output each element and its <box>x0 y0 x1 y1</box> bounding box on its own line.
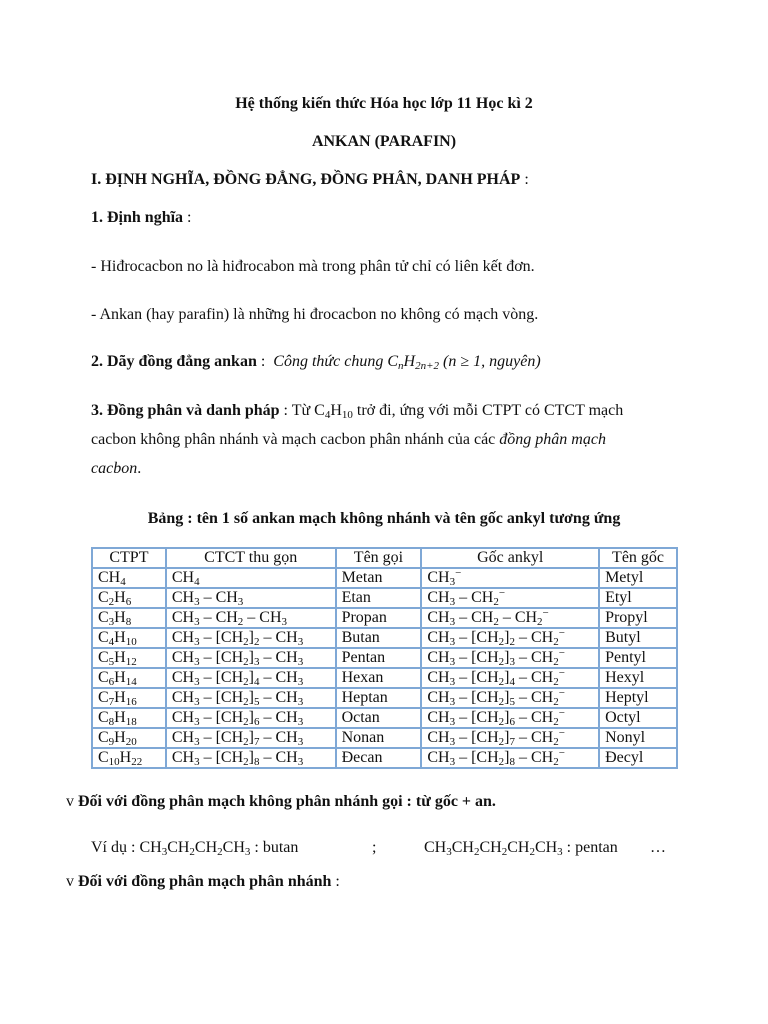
definition-line-1: - Hiđrocacbon no là hiđrocabon mà trong phân tử chỉ có liên kết đơn. <box>91 258 535 275</box>
cell-root-name: Heptyl <box>599 688 677 708</box>
cell-root-name: Butyl <box>599 628 677 648</box>
cell-ctpt: $C_8H_{18}$ <box>92 708 166 728</box>
cell-root-name: Metyl <box>599 568 677 588</box>
cell-ctct: $CH_3 - CH_3$ <box>166 588 336 608</box>
cell-root: $CH_3 - CH_2 - CH_2^-$ <box>421 608 599 628</box>
cell-ctct: $CH_3 - CH_2 - CH_3$ <box>166 608 336 628</box>
table-row <box>92 668 677 688</box>
cell-name: Đecan <box>336 748 422 768</box>
cell-root-name: Pentyl <box>599 648 677 668</box>
cell-ctct: $CH_3 - [CH_2]_8 - CH_3$ <box>166 748 336 768</box>
definition-line-2: - Ankan (hay parafin) là những hi đrocacbon no không có mạch vòng. <box>91 306 539 323</box>
cell-root-name: Etyl <box>599 588 677 608</box>
table-row <box>92 708 677 728</box>
cell-root: $CH_3 - [CH_2]_4 - CH_2^-$ <box>421 668 599 688</box>
table-row <box>92 688 677 708</box>
subsection-homologous: 2. Dãy đồng đẳng ankan : Công thức chung $C_nH_{2n+2}$ (n ≥ 1, nguyên) <box>91 353 541 372</box>
header-name: Tên gọi <box>336 548 422 568</box>
example-2-formula: $CH_3CH_2CH_2CH_2CH_3$ <box>424 839 563 858</box>
table-header-row <box>92 548 677 568</box>
cell-ctct: $CH_3 - [CH_2]_5 - CH_3$ <box>166 688 336 708</box>
rule-unbranched: v Đối với đồng phân mạch không phân nhánh gọi : từ gốc + an. <box>66 793 496 810</box>
cell-ctct: $CH_4$ <box>166 568 336 588</box>
cell-ctpt: $C_3H_8$ <box>92 608 166 628</box>
cell-ctct: $CH_3 - [CH_2]_2 - CH_3$ <box>166 628 336 648</box>
document-title: Hệ thống kiến thức Hóa học lớp 11 Học kì 2 <box>235 95 533 112</box>
cell-root: $CH_3 - [CH_2]_2 - CH_2^-$ <box>421 628 599 648</box>
cell-root-name: Đecyl <box>599 748 677 768</box>
subsection-isomer-line-2: cacbon không phân nhánh và mạch cacbon phân nhánh của các đồng phân mạch <box>91 431 606 448</box>
cell-ctpt: $C_7H_{16}$ <box>92 688 166 708</box>
alkane-table <box>91 547 678 769</box>
cell-root-name: Nonyl <box>599 728 677 748</box>
cell-ctct: $CH_3 - [CH_2]_7 - CH_3$ <box>166 728 336 748</box>
cell-root: $CH_3 - [CH_2]_3 - CH_2^-$ <box>421 648 599 668</box>
table-caption: Bảng : tên 1 số ankan mạch không nhánh và tên gốc ankyl tương ứng <box>147 510 621 527</box>
example-1-formula: $CH_3CH_2CH_2CH_3$ <box>139 839 251 858</box>
cell-name: Hexan <box>336 668 422 688</box>
bullet-mark: v <box>66 793 74 810</box>
subsection-definition: 1. Định nghĩa : <box>91 209 192 226</box>
cell-name: Etan <box>336 588 422 608</box>
cell-ctct: $CH_3 - [CH_2]_3 - CH_3$ <box>166 648 336 668</box>
cell-name: Propan <box>336 608 422 628</box>
header-root-name: Tên gốc <box>599 548 677 568</box>
cell-ctpt: $C_{10}H_{22}$ <box>92 748 166 768</box>
header-ctct: CTCT thu gọn <box>166 548 336 568</box>
subsection-isomer-line-1: 3. Đồng phân và danh pháp : Từ $C_4H_{10}$ trở đi, ứng với mỗi CTPT có CTCT mạch <box>91 402 624 421</box>
example-ellipsis: … <box>650 839 666 856</box>
table-row <box>92 648 677 668</box>
cell-root: $CH_3 - [CH_2]_7 - CH_2^-$ <box>421 728 599 748</box>
table-row <box>92 588 677 608</box>
bullet-mark: v <box>66 873 74 890</box>
example-line: Ví dụ : $CH_3CH_2CH_2CH_3$ : butan ; $CH_3CH_2CH_2CH_2CH_3$ : pentan … <box>91 839 666 858</box>
cell-root: $CH_3^-$ <box>421 568 599 588</box>
cell-name: Pentan <box>336 648 422 668</box>
cell-root: $CH_3 - [CH_2]_8 - CH_2^-$ <box>421 748 599 768</box>
rule-branched: v Đối với đồng phân mạch phân nhánh : <box>66 873 340 890</box>
cell-root-name: Propyl <box>599 608 677 628</box>
header-ctpt: CTPT <box>92 548 166 568</box>
cell-ctct: $CH_3 - [CH_2]_6 - CH_3$ <box>166 708 336 728</box>
table-row <box>92 748 677 768</box>
cell-name: Heptan <box>336 688 422 708</box>
cell-name: Nonan <box>336 728 422 748</box>
cell-ctpt: $C_6H_{14}$ <box>92 668 166 688</box>
cell-root: $CH_3 - [CH_2]_5 - CH_2^-$ <box>421 688 599 708</box>
header-root: Gốc ankyl <box>421 548 599 568</box>
cell-name: Butan <box>336 628 422 648</box>
cell-root-name: Hexyl <box>599 668 677 688</box>
table-row <box>92 608 677 628</box>
table-row <box>92 728 677 748</box>
cell-ctpt: $C_2H_6$ <box>92 588 166 608</box>
table-row <box>92 628 677 648</box>
cell-ctpt: $C_4H_{10}$ <box>92 628 166 648</box>
example-separator: ; <box>372 839 377 856</box>
topic-title: ANKAN (PARAFIN) <box>311 133 457 150</box>
cell-name: Octan <box>336 708 422 728</box>
cell-root: $CH_3 - [CH_2]_6 - CH_2^-$ <box>421 708 599 728</box>
section-heading: I. ĐỊNH NGHĨA, ĐỒNG ĐẲNG, ĐỒNG PHÂN, DANH PHÁP : <box>91 171 529 188</box>
cell-ctpt: $C_9H_{20}$ <box>92 728 166 748</box>
cell-ctpt: $C_5H_{12}$ <box>92 648 166 668</box>
cell-root: $CH_3 - CH_2^-$ <box>421 588 599 608</box>
subsection-isomer-line-3: cacbon. <box>91 460 142 477</box>
general-formula: Công thức chung $C_nH_{2n+2}$ (n ≥ 1, nguyên) <box>273 353 541 372</box>
cell-name: Metan <box>336 568 422 588</box>
cell-root-name: Octyl <box>599 708 677 728</box>
cell-ctct: $CH_3 - [CH_2]_4 - CH_3$ <box>166 668 336 688</box>
table-row <box>92 568 677 588</box>
cell-ctpt: $CH_4$ <box>92 568 166 588</box>
